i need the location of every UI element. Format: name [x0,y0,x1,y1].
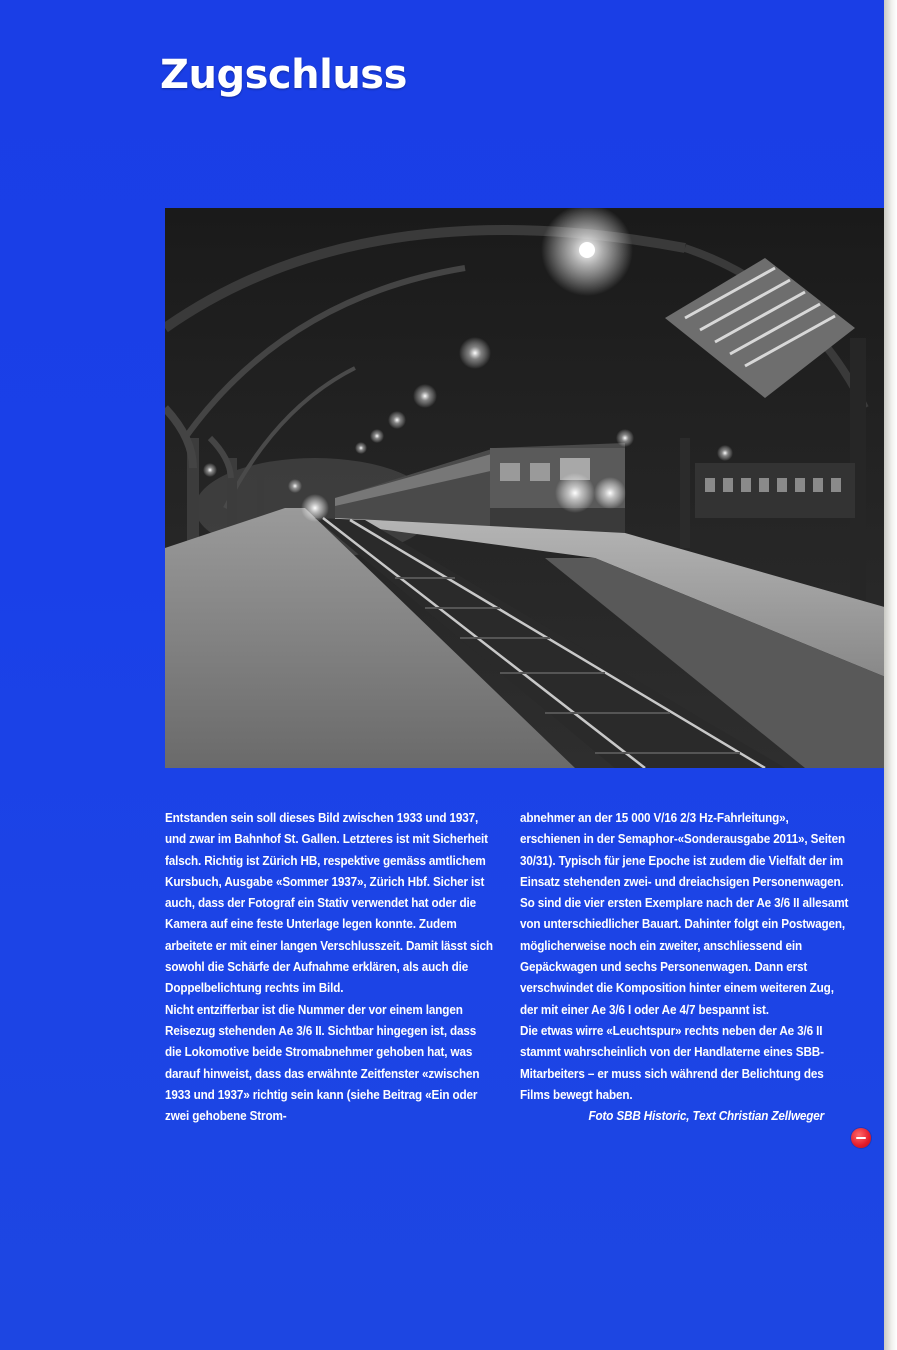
article-body [165,808,875,1127]
end-of-article-icon [851,1128,871,1148]
text-column-left [165,808,495,1127]
paragraph: Entstanden sein soll dieses Bild zwischen 1933 und 1937, und zwar im Bahnhof St. Gallen. Letzteres ist mit Sicherheit falsch. Richtig ist Zürich HB, respektive gemäss amtlichem Kursbuch, Ausgabe «Sommer 1937», Zürich Hbf. Sicher ist auch, dass der Fotograf ein Stativ verwendet hat oder die Kamera auf eine feste Unterlage legen konnte. Zudem arbeitete er mit einer langen Verschlusszeit. Damit lässt sich sowohl die Schärfe der Aufnahme erklären, als auch die Doppelbelichtung rechts im Bild. [165,811,493,996]
paragraph: abnehmer an der 15 000 V/16 2/3 Hz-Fahrleitung», erschienen in der Semaphor-«Sonderausgabe 2011», Seiten 30/31). Typisch für jene Epoche ist zudem die Vielfalt der im Einsatz stehenden zwei- und dreiachsigen Personenwagen. So sind die vier ersten Exemplare nach der Ae 3/6 II allesamt von unterschiedlicher Bauart. Dahinter folgt ein Postwagen, möglicherweise noch ein zweiter, anschliessend ein Gepäckwagen und sechs Personenwagen. Dann erst verschwindet die Komposition hinter einem weiteren Zug, der mit einer Ae 3/6 I oder Ae 4/7 bespannt ist. [520,811,849,1017]
photo-credit: Foto SBB Historic, Text Christian Zellweger [588,1109,825,1124]
paragraph: Nicht entzifferbar ist die Nummer der vor einem langen Reisezug stehenden Ae 3/6 II. Sichtbar hingegen ist, dass die Lokomotive beide Stromabnehmer gehoben hat, was darauf hinweist, dass das erwähnte Zeitfenster «zwischen 1933 und 1937» richtig sein kann (siehe Beitrag «Ein oder zwei gehobene Strom- [165,1002,480,1124]
station-photo-illustration [165,208,884,768]
page-edge [884,0,897,1350]
station-photo [165,208,884,768]
paragraph: Die etwas wirre «Leuchtspur» rechts neben der Ae 3/6 II stammt wahrscheinlich von der Handlaterne eines SBB-Mitarbeiters – er muss sich während der Belichtung des Films bewegt haben. [520,1023,824,1102]
page-title: Zugschluss [160,52,407,98]
text-column-right [520,808,850,1127]
